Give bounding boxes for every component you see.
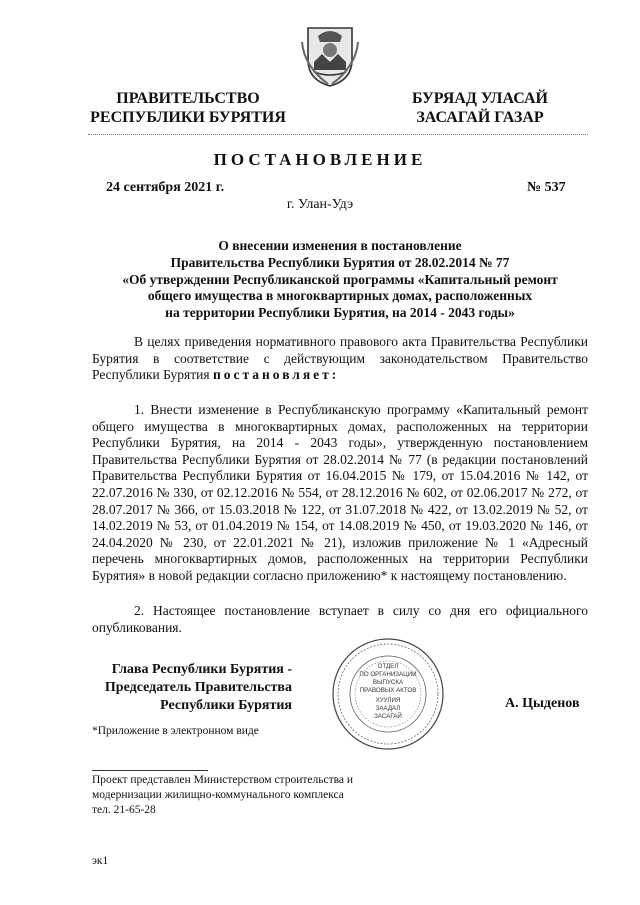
- subject-line: на территории Республики Бурятия, на 2014 - 2043 годы»: [165, 305, 515, 321]
- signatory-name: А. Цыденов: [505, 696, 580, 711]
- document-code: эк1: [92, 855, 109, 867]
- coat-of-arms-emblem: [300, 22, 360, 88]
- footer-divider: [92, 770, 208, 771]
- document-number: № 537: [527, 180, 566, 195]
- footer-line: модернизации жилищно-коммунального комплекса: [92, 789, 344, 801]
- header-left-line: РЕСПУБЛИКИ БУРЯТИЯ: [90, 109, 286, 126]
- clause-2-paragraph: 2. Настоящее постановление вступает в силу со дня его официального опубликования.: [92, 603, 588, 635]
- preamble-paragraph: [92, 334, 588, 384]
- document-type: ПОСТАНОВЛЕНИЕ: [213, 150, 427, 169]
- header-right-line: БУРЯАД УЛАСАЙ: [412, 90, 548, 107]
- stamp-line: ЗАСАГАЙ: [374, 713, 402, 720]
- header-right-line: ЗАСАГАЙ ГАЗАР: [416, 109, 544, 126]
- stamp-line: ОТДЕЛ: [377, 663, 399, 670]
- clause-1-paragraph: 1. Внести изменение в Республиканскую программу «Капитальный ремонт общего имущества в многоквартирных домах, расположенных на территории Республики Бурятия, на 2014 - 2043 годы», утвержденную постановлением Правительства Республики Бурятия от 28.02.2014 № 77 (в редакции постановлений Правительства Республики Бурятия от 16.04.2015 № 179, от 15.04.2016 № 142, от 22.07.2016 № 330, от 02.12.2016 № 554, от 28.12.2016 № 602, от 02.06.2017 № 272, от 28.07.2017 № 366, от 15.03.2018 № 122, от 31.07.2018 № 422, от 13.02.2019 № 52, от 14.02.2019 № 53, от 01.04.2019 № 154, от 14.08.2019 № 450, от 19.03.2020 № 146, от 24.04.2020 № 230, от 22.01.2021 № 21), изложив приложение № 1 «Адресный перечень многоквартирных домов, расположенных на территории Республики Бурятия» в новой редакции согласно приложению* к настоящему постановлению.: [92, 402, 588, 583]
- subject-line: общего имущества в многоквартирных домах, расположенных: [147, 288, 533, 304]
- stamp-line: ХУУЛИЯ: [375, 697, 401, 704]
- official-stamp: [330, 636, 446, 752]
- subject-line: О внесении изменения в постановление: [218, 238, 462, 253]
- subject-line: «Об утверждении Республиканской программы «Капитальный ремонт: [122, 271, 558, 287]
- footer-line: тел. 21-65-28: [92, 804, 156, 816]
- signatory-title-line: Председатель Правительства: [104, 680, 292, 695]
- document-date: 24 сентября 2021 г.: [106, 180, 225, 195]
- preamble-text: В целях приведения нормативного правового акта Правительства Республики Бурятия в соответствие с действующим законодательством Правительство Республики Бурятия: [92, 334, 588, 383]
- government-name-russian: [78, 89, 298, 127]
- header-divider: [88, 134, 588, 135]
- signatory-title: [92, 661, 292, 715]
- signatory-title-line: Республики Бурятия: [160, 698, 292, 713]
- stamp-line: ЗААДАЛ: [375, 705, 401, 712]
- stamp-line: ПО ОРГАНИЗАЦИИ: [359, 671, 417, 678]
- stamp-line: ВЫПУСКА: [372, 679, 404, 686]
- document-subject: [92, 238, 588, 322]
- footer-line: Проект представлен Министерством строительства и: [92, 774, 354, 786]
- resolves-word: постановляет:: [212, 367, 340, 383]
- signatory-title-line: Глава Республики Бурятия -: [111, 662, 292, 677]
- subject-line: Правительства Республики Бурятия от 28.02.2014 № 77: [170, 254, 510, 270]
- document-city: г. Улан-Удэ: [286, 197, 354, 212]
- government-name-buryat: [390, 89, 570, 127]
- stamp-line: ПРАВОВЫХ АКТОВ: [359, 687, 417, 694]
- appendix-note: *Приложение в электронном виде: [92, 725, 259, 737]
- header-left-line: ПРАВИТЕЛЬСТВО: [116, 90, 260, 107]
- footer-note: [92, 773, 412, 818]
